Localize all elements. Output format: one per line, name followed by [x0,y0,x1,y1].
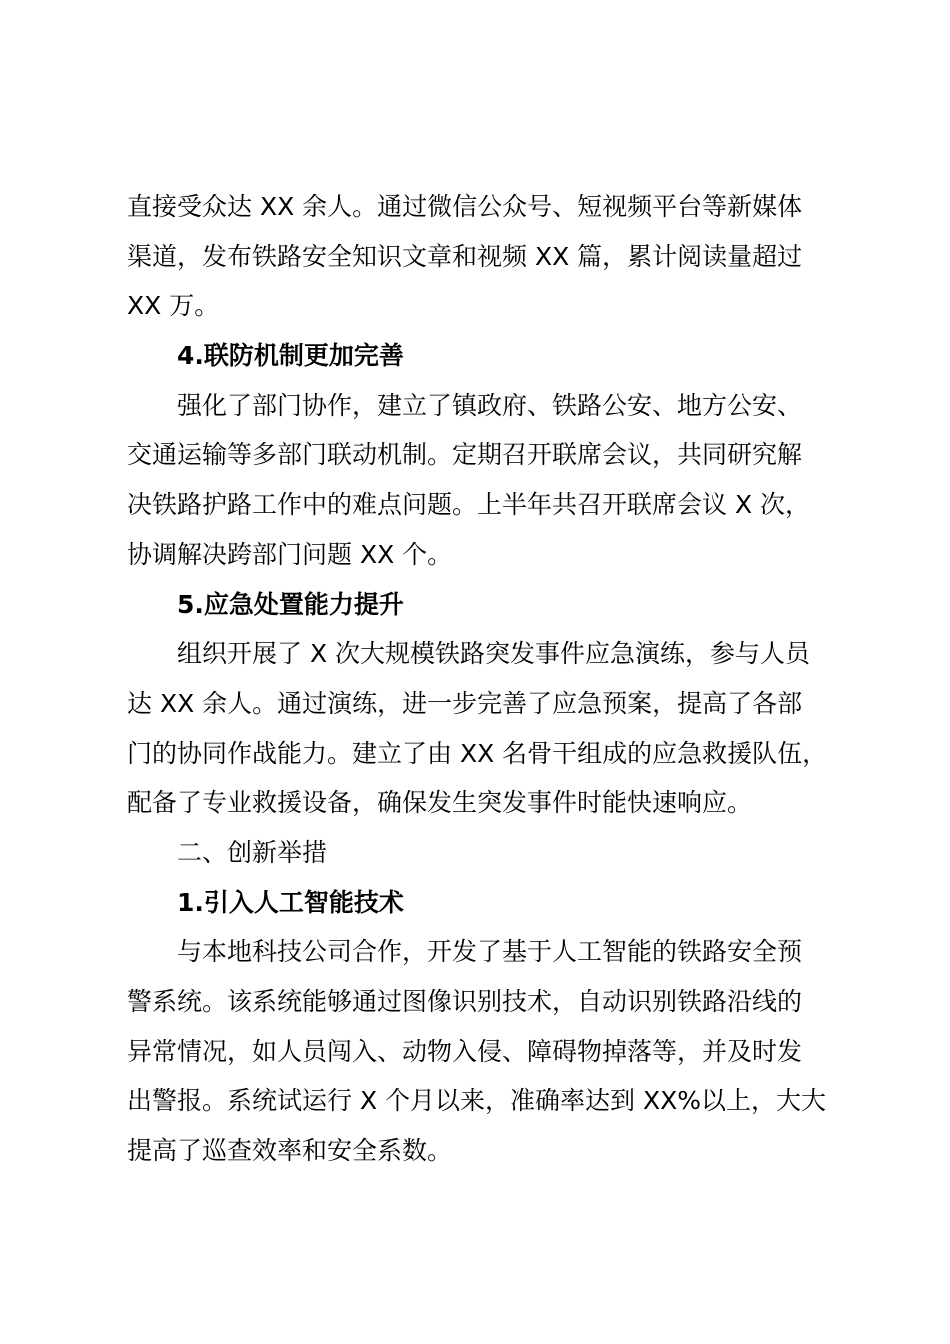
body-line: 异常情况，如人员闯入、动物入侵、障碍物掉落等，并及时发 [127,1036,803,1066]
body-line: 决铁路护路工作中的难点问题。上半年共召开联席会议 X 次， [127,490,811,520]
body-line: 配备了专业救援设备，确保发生突发事件时能快速响应。 [127,788,753,818]
body-line: 出警报。系统试运行 X 个月以来，准确率达到 XX%以上，大大 [127,1086,826,1116]
section-heading-emergency-response: 5.应急处置能力提升 [177,589,404,619]
body-line: 警系统。该系统能够通过图像识别技术，自动识别铁路沿线的 [127,987,803,1016]
section-heading-ai-technology: 1.引入人工智能技术 [177,887,404,917]
paragraph-start-line: 组织开展了 X 次大规模铁路突发事件应急演练，参与人员 [177,639,811,669]
chapter-heading-innovation: 二、创新举措 [177,837,328,867]
body-line: 渠道，发布铁路安全知识文章和视频 XX 篇，累计阅读量超过 [127,241,803,271]
section-heading-joint-defense: 4.联防机制更加完善 [177,341,404,371]
body-line: 直接受众达 XX 余人。通过微信公众号、短视频平台等新媒体 [127,192,803,221]
paragraph-start-line: 强化了部门协作，建立了镇政府、铁路公安、地方公安、 [177,390,803,420]
body-line: XX 万。 [127,291,220,321]
body-line: 提高了巡查效率和安全系数。 [127,1136,453,1166]
body-line: 门的协同作战能力。建立了由 XX 名骨干组成的应急救援队伍， [127,738,828,768]
paragraph-start-line: 与本地科技公司合作，开发了基于人工智能的铁路安全预 [177,937,803,967]
body-line: 达 XX 余人。通过演练，进一步完善了应急预案，提高了各部 [127,688,803,718]
body-line: 交通运输等多部门联动机制。定期召开联席会议，共同研究解 [127,440,803,470]
body-line: 协调解决跨部门问题 XX 个。 [127,539,453,569]
document-body [127,182,827,1176]
